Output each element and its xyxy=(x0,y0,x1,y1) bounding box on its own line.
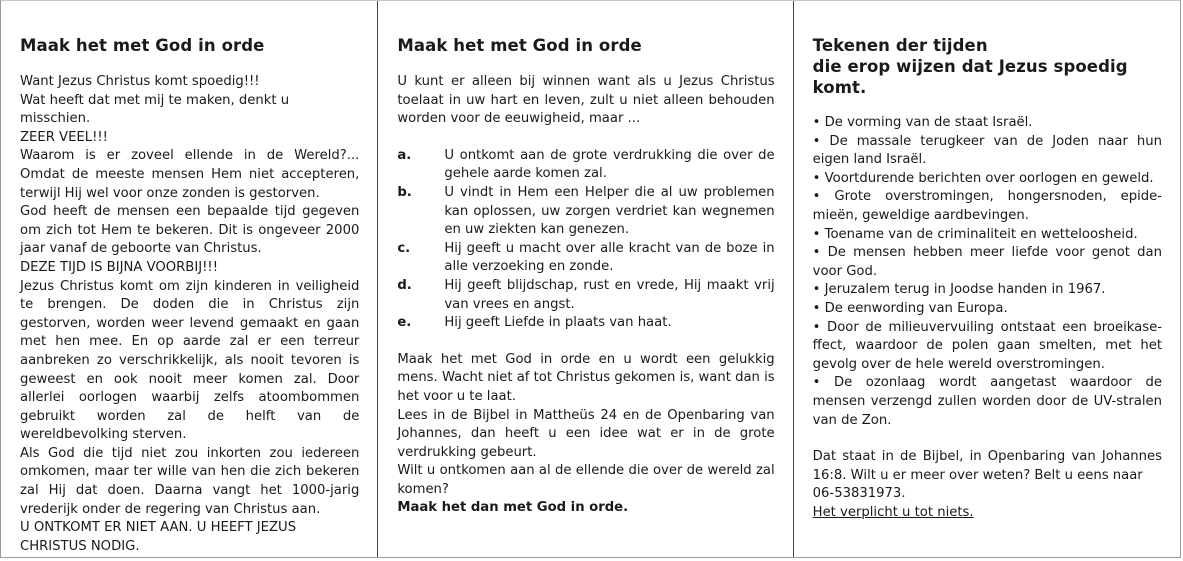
paragraph: Wilt u ontkomen aan al de ellende die over de wereld zal komen? xyxy=(397,463,775,497)
list-item: • De eenwording van Europa. xyxy=(812,300,1008,316)
list-letter: b. xyxy=(397,184,412,200)
paragraph: DEZE TIJD IS BIJNA VOORBIJ!!! xyxy=(20,259,218,275)
paragraph: Jezus Christus komt om zijn kinderen in veiligheid te brengen. De doden die in Christus zijn gestorven, worden weer levend gemaakt en gaan met hen mee. En op aarde zal er een terreur aanbreken zo verschrikkelijk, als nooit tevoren is geweest en ook nooit meer komen zal. Door allerlei oorlogen waarbij zelfs atoombommen gebruikt worden zal de helft van de wereldbevolking sterven. xyxy=(20,278,360,443)
title-line: Tekenen der tijden xyxy=(812,36,988,55)
paragraph: Lees in de Bijbel in Mattheüs 24 en de Openbaring van Johannes, dan heeft u een idee wat er in de grote verdrukking gebeurt. xyxy=(397,407,775,460)
phone-number: 06-53831973. xyxy=(812,486,906,502)
list-item: • Toename van de criminaliteit en wetteloosheid. xyxy=(812,226,1138,242)
paragraph: U ONTKOMT ER NIET AAN. U HEEFT JEZUS CHRISTUS NODIG. xyxy=(20,520,297,554)
list-letter: c. xyxy=(397,240,411,256)
panel-right xyxy=(794,1,1180,557)
paragraph: God heeft de mensen een bepaalde tijd gegeven om zich tot Hem te bekeren. Dit is ongeveer 2000 jaar vanaf de geboorte van Christus. xyxy=(20,204,360,257)
list-text: U vindt in Hem een Helper die al uw problemen kan oplossen, uw zorgen verdriet kan wegnemen en uw ziekten kan genezen. xyxy=(444,184,775,238)
disclaimer: Het verplicht u tot niets. xyxy=(812,504,974,520)
list-text: Hij geeft u macht over alle kracht van de boze in alle verzoeking en zonde. xyxy=(444,240,775,275)
list-item: • De ozonlaag wordt aangetast waardoor de mensen verzengd zullen worden door de UV-stralen van de Zon. xyxy=(812,375,1162,428)
panel-right-title xyxy=(813,35,1162,98)
list-text: Hij geeft Liefde in plaats van haat. xyxy=(444,315,672,331)
list-letter: e. xyxy=(397,315,412,331)
benefits-list xyxy=(397,147,774,333)
list-letter: a. xyxy=(397,147,412,163)
list-item: • De mensen hebben meer liefde voor genot dan voor God. xyxy=(812,245,1162,279)
list-item: • De massale terugkeer van de Joden naar hun eigen land Israël. xyxy=(812,133,1162,168)
list-item xyxy=(397,314,774,333)
list-letter: d. xyxy=(397,277,412,293)
title-line: die erop wijzen dat Jezus spoedig komt. xyxy=(812,57,1128,97)
list-item xyxy=(397,184,774,240)
list-item: • Jeruzalem terug in Joodse handen in 1967. xyxy=(812,282,1106,298)
list-item xyxy=(397,277,774,314)
panel-middle-title: Maak het met God in orde xyxy=(397,36,642,55)
paragraph: ZEER VEEL!!! xyxy=(20,129,108,145)
closing-line: Maak het dan met God in orde. xyxy=(397,500,629,516)
list-item: • Voortdurende berichten over oorlogen en geweld. xyxy=(812,170,1154,186)
paragraph: Maak het met God in orde en u wordt een gelukkig mens. Wacht niet af tot Christus gekomen is, want dan is het voor u te laat. xyxy=(397,351,775,404)
list-text: Hij geeft blijdschap, rust en vrede, Hij maakt vrij van vrees en angst. xyxy=(444,277,775,312)
paragraph: Want Jezus Christus komt spoedig!!! xyxy=(20,74,260,89)
footer-text: Dat staat in de Bijbel, in Openbaring van Johannes 16:8. Wilt u er meer over weten? Belt u eens naar xyxy=(812,449,1162,483)
panel-left-title: Maak het met God in orde xyxy=(20,36,265,55)
signs-list xyxy=(813,114,1162,430)
intro-paragraph: U kunt er alleen bij winnen want als u Jezus Christus toelaat in uw hart en leven, zult u niet alleen behouden worden voor de eeuwigheid, maar ... xyxy=(397,74,775,127)
list-item xyxy=(397,147,774,184)
paragraph: Waarom is er zoveel ellende in de Wereld?... Omdat de meeste mensen Hem niet accepteren, terwijl Hij wel voor onze zonden is gestorven. xyxy=(20,148,360,201)
paragraph: Als God die tijd niet zou inkorten zou iedereen omkomen, maar ter wille van hen die zich bekeren zal Hij dat doen. Daarna vangt het 1000-jarig vrederijk onder de regering van Christus aan. xyxy=(20,445,360,517)
paragraph: Wat heeft dat met mij te maken, denkt u misschien. xyxy=(20,92,290,127)
list-item: • Door de milieuvervuiling ontstaat een broeikase-ffect, waardoor de polen gaan smelten, met het gevolg over de hele wereld overstromingen. xyxy=(812,319,1162,372)
list-text: U ontkomt aan de grote verdrukking die over de gehele aarde komen zal. xyxy=(444,147,775,182)
panel-left xyxy=(1,1,378,557)
list-item: • Grote overstromingen, hongersnoden, epide-mieën, geweldige aardbevingen. xyxy=(812,189,1162,223)
list-item xyxy=(397,240,774,277)
list-item: • De vorming van de staat Israël. xyxy=(812,115,1033,130)
panel-middle xyxy=(378,1,793,557)
